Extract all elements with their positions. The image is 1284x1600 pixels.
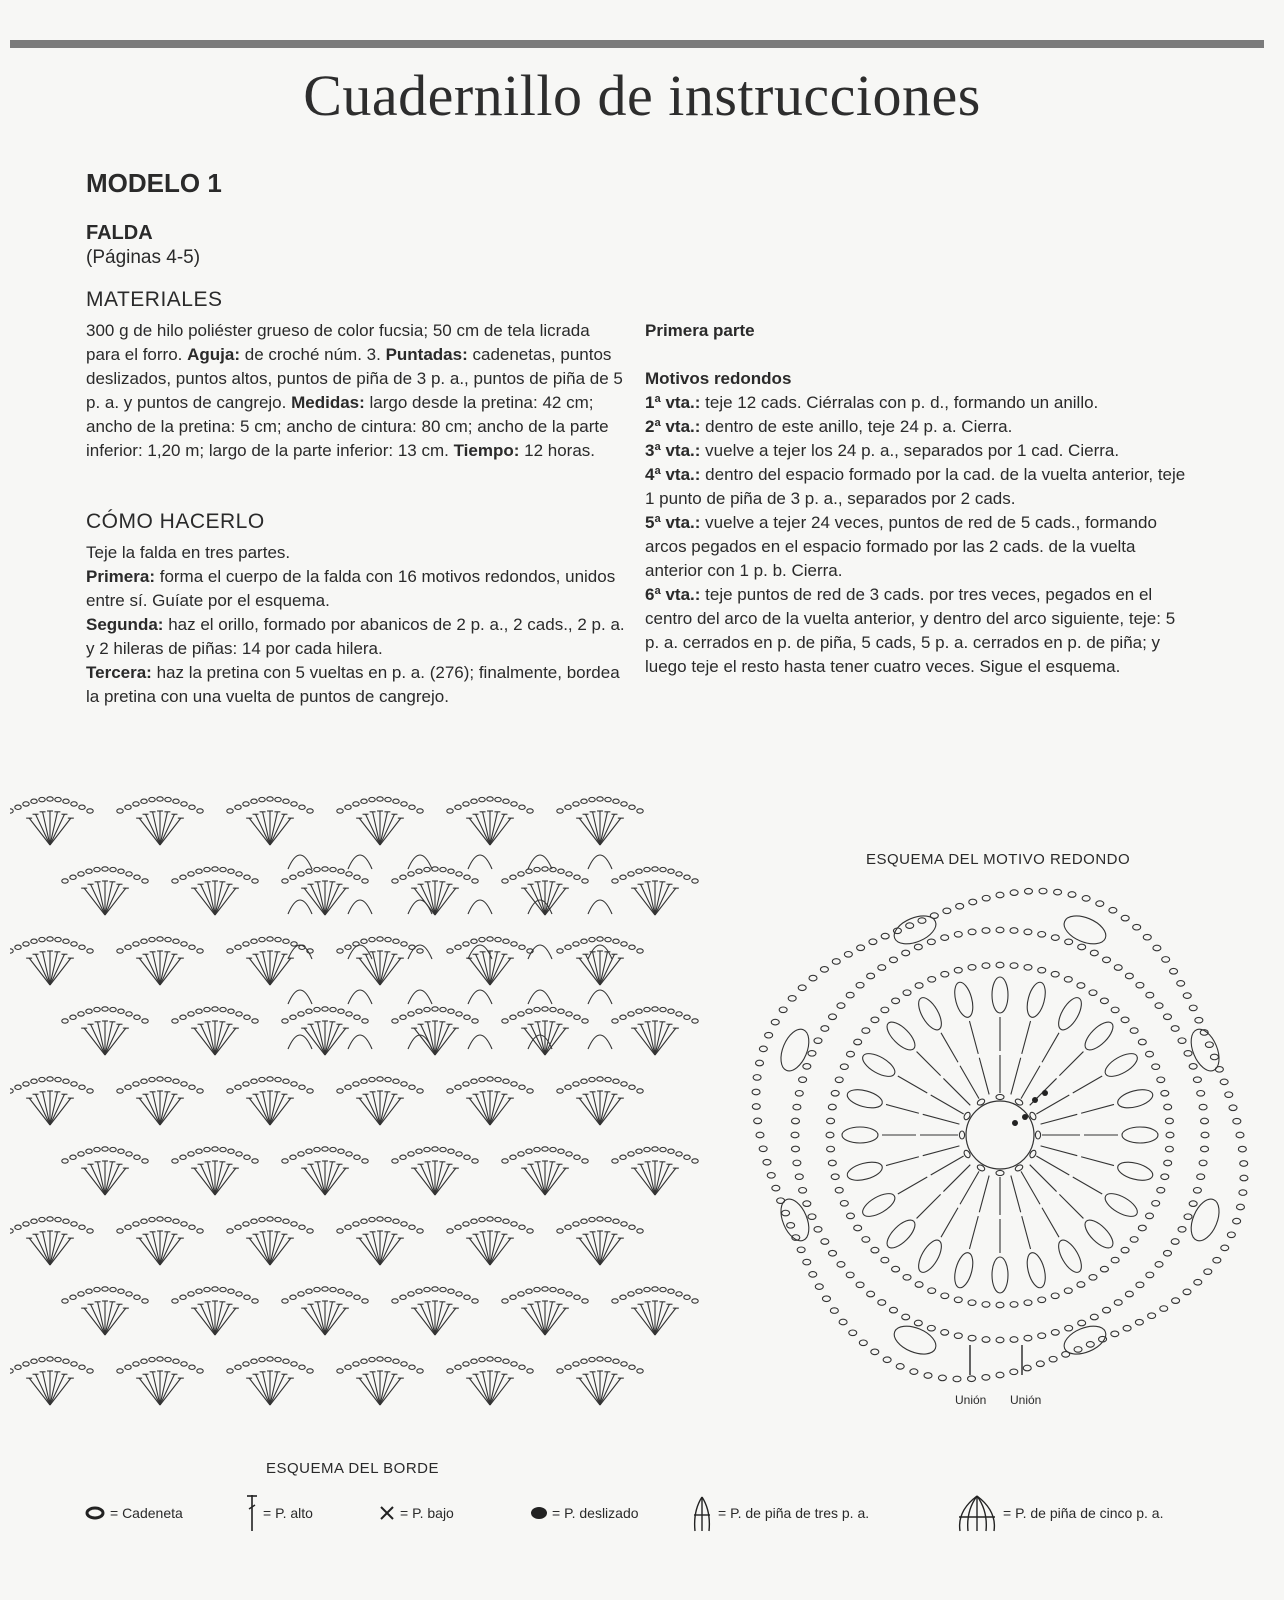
round-2: 2ª vta.: dentro de este anillo, teje 24 p. a. Cierra. [645, 417, 1013, 436]
legend-item-double-crochet: = P. alto [245, 1493, 313, 1533]
border-crochet-chart [10, 735, 710, 1425]
motif-caption: ESQUEMA DEL MOTIVO REDONDO [866, 851, 1131, 868]
union-label-right: Unión [1010, 1393, 1042, 1407]
three-dc-cluster-icon [690, 1493, 714, 1533]
round-5: 5ª vta.: vuelve a tejer 24 veces, puntos de red de 5 cads., formando arcos pegados en el espacio formado por las 2 cads. de la vuelta anterior con 1 p. b. Cierra. [645, 513, 1157, 580]
round-6: 6ª vta.: teje puntos de red de 3 cads. por tres veces, pegados en el centro del arco de la vuelta anterior, y dentro del arco siguiente, teje: 5 p. a. cerrados en p. de piña, 5 cads, 5 p. a. cerrados en p. de piña; y luego teje el resto hasta tener cuatro veces. Sigue el esquema. [645, 585, 1176, 676]
motif-crochet-chart [730, 865, 1270, 1405]
how-text: Teje la falda en tres partes. Primera: forma el cuerpo de la falda con 16 motivos redondos, unidos entre sí. Guíate por el esquema. Segunda: haz el orillo, formado por abanicos de 2 p. a., 2 cads., 2 p. a. y 2 hileras de piñas: 14 por cada hilera. Tercera: haz la pretina con 5 vueltas en p. a. (276); finalmente, bordea la pretina con una vuelta de puntos de cangrejo. [86, 543, 625, 706]
page-title: Cuadernillo de instrucciones [303, 63, 981, 128]
legend-item-five-cluster: = P. de piña de cinco p. a. [955, 1493, 1163, 1533]
double-crochet-icon [245, 1493, 259, 1533]
chain-oval-icon [84, 1505, 106, 1521]
slip-stitch-dot-icon [530, 1506, 548, 1520]
union-label-left: Unión [955, 1393, 987, 1407]
pages-reference: (Páginas 4-5) [86, 247, 201, 268]
round-1: 1ª vta.: teje 12 cads. Ciérralas con p. d., formando un anillo. [645, 393, 1099, 412]
round-4: 4ª vta.: dentro del espacio formado por la cad. de la vuelta anterior, teje 1 punto de piña de 3 p. a., separados por 2 cads. [645, 465, 1186, 508]
legend-item-three-cluster: = P. de piña de tres p. a. [690, 1493, 869, 1533]
legend-item-slip-stitch: = P. deslizado [530, 1493, 639, 1533]
item-heading: FALDA [86, 222, 153, 244]
five-dc-cluster-icon [955, 1493, 999, 1533]
single-crochet-x-icon [378, 1504, 396, 1522]
legend-item-chain: = Cadeneta [84, 1493, 183, 1533]
border-caption: ESQUEMA DEL BORDE [266, 1460, 439, 1477]
top-rule [10, 40, 1264, 48]
round-3: 3ª vta.: vuelve a tejer los 24 p. a., separados por 1 cad. Cierra. [645, 441, 1120, 460]
part-text: Primera parte Motivos redondos 1ª vta.: teje 12 cads. Ciérralas con p. d., formando un anillo. 2ª vta.: dentro de este anillo, teje 24 p. a. Cierra. 3ª vta.: vuelve a tejer los 24 p. a., separados por 1 cad. Cierra. 4ª vta.: dentro del espacio formado por la cad. de la vuelta anterior, teje 1 punto de piña de 3 p. a., separados por 2 cads. 5ª vta.: vuelve a tejer 24 veces, puntos de red de 5 cads., formando arcos pegados en el espacio formado por las 2 cads. de la vuelta anterior con 1 p. b. Cierra. 6ª vta.: teje puntos de red de 3 cads. por tres veces, pegados en el centro del arco de la vuelta anterior, y dentro del arco siguiente, teje: 5 p. a. cerrados en p. de piña, 5 cads, 5 p. a. cerrados en p. de piña; y luego teje el resto hasta tener cuatro veces. Sigue el esquema. [645, 319, 1190, 679]
how-heading: CÓMO HACERLO [86, 510, 265, 533]
model-heading: MODELO 1 [86, 168, 222, 198]
materials-heading: MATERIALES [86, 288, 223, 311]
legend-item-single-crochet: = P. bajo [378, 1493, 454, 1533]
materials-text: 300 g de hilo poliéster grueso de color fucsia; 50 cm de tela licrada para el forro. Aguja: de croché núm. 3. Puntadas: cadenetas, puntos deslizados, puntos altos, puntos de piña de 3 p. a., puntos de piña de 5 p. a. y puntos de cangrejo. Medidas: largo desde la pretina: 42 cm; ancho de la pretina: 5 cm; ancho de cintura: 80 cm; ancho de la parte inferior: 1,20 m; largo de la parte inferior: 13 cm. Tiempo: 12 horas. [86, 321, 623, 460]
